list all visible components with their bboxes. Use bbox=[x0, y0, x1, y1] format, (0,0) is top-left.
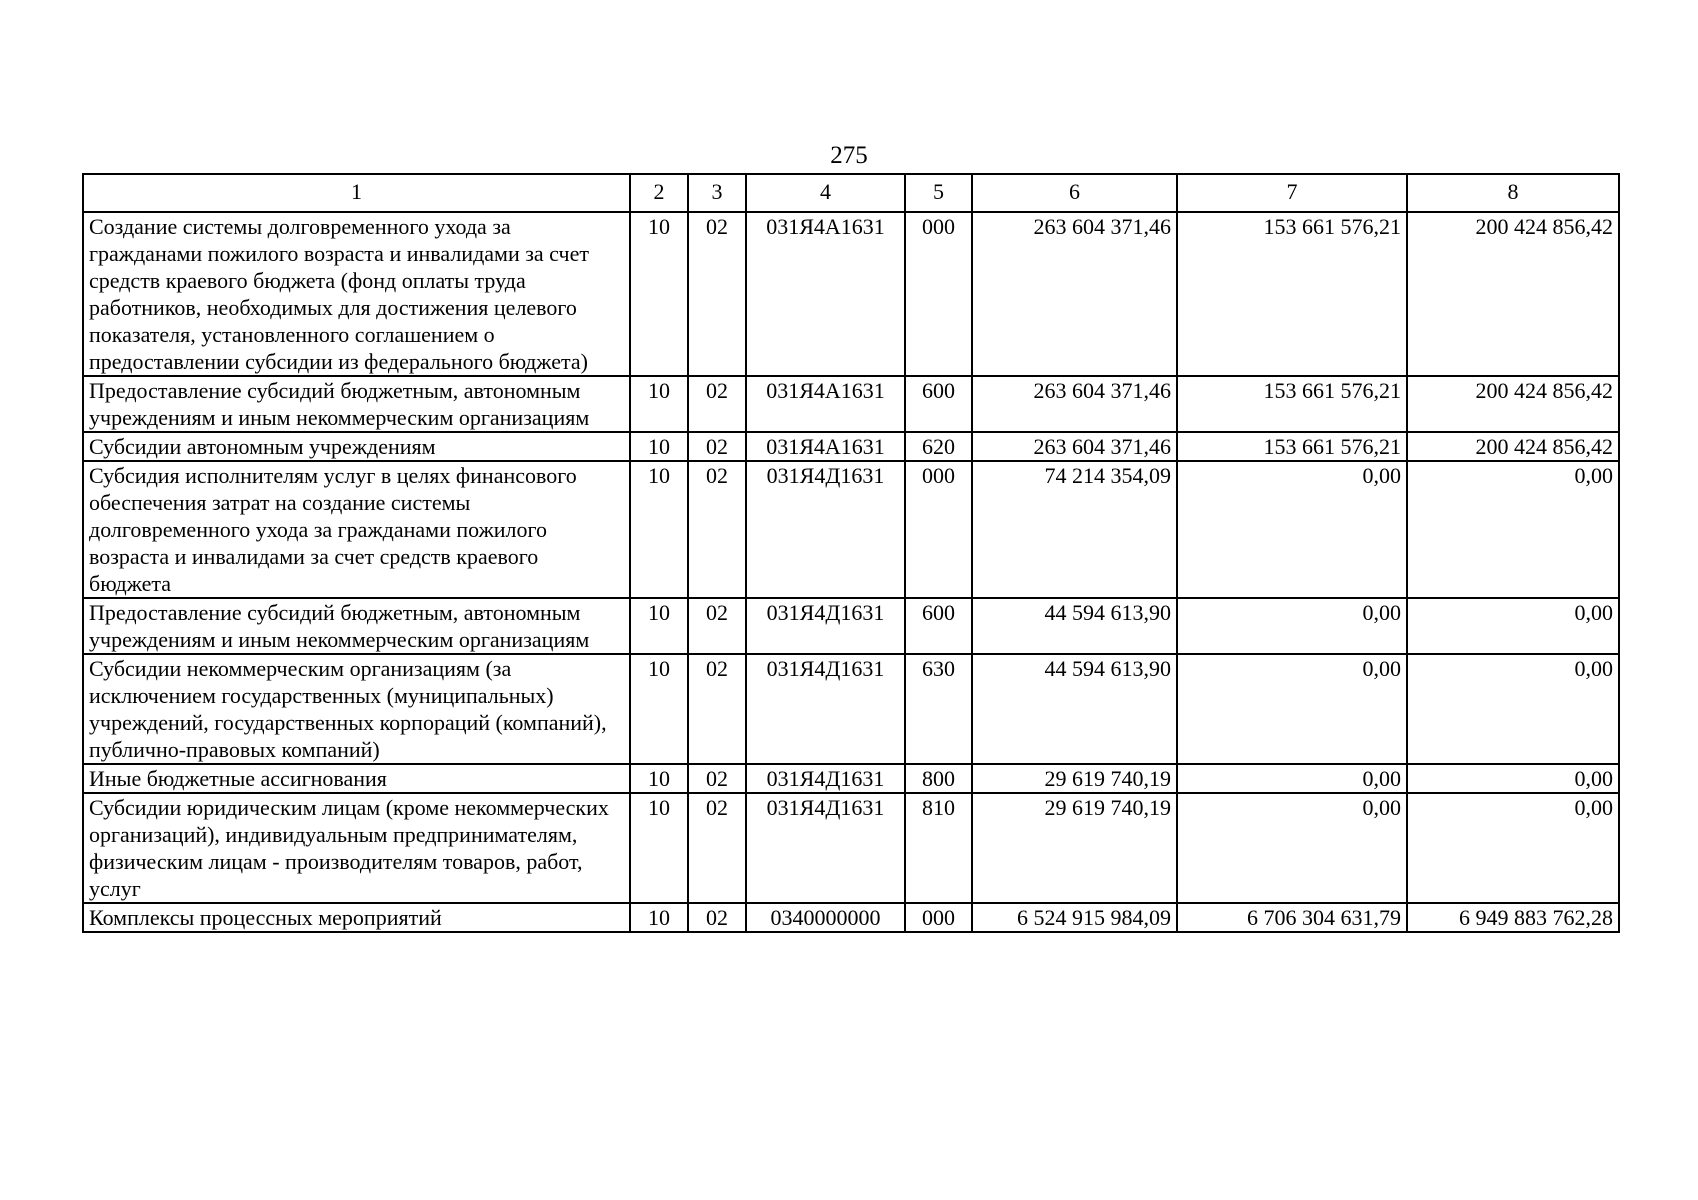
expense-type-cell: 600 bbox=[905, 376, 972, 432]
amount-col8-cell: 0,00 bbox=[1407, 654, 1619, 764]
column-header-2: 2 bbox=[630, 174, 688, 212]
table-row bbox=[83, 793, 1619, 903]
amount-col6-cell: 263 604 371,46 bbox=[972, 432, 1177, 461]
target-article-cell: 031Я4А1631 bbox=[746, 432, 905, 461]
target-article-cell: 0340000000 bbox=[746, 903, 905, 932]
expense-type-cell: 810 bbox=[905, 793, 972, 903]
table-row bbox=[83, 212, 1619, 376]
table-body bbox=[83, 174, 1619, 932]
subsection-code-cell: 02 bbox=[688, 432, 746, 461]
amount-col7-cell: 153 661 576,21 bbox=[1177, 212, 1407, 376]
section-code-cell: 10 bbox=[630, 764, 688, 793]
budget-table bbox=[82, 173, 1620, 933]
row-name-cell: Субсидии некоммерческим организациям (за исключением государственных (муниципальных) учреждений, государственных корпораций (компаний), публично-правовых компаний) bbox=[83, 654, 630, 764]
amount-col8-cell: 0,00 bbox=[1407, 461, 1619, 598]
column-header-8: 8 bbox=[1407, 174, 1619, 212]
row-name-cell: Комплексы процессных мероприятий bbox=[83, 903, 630, 932]
page-number: 275 bbox=[830, 142, 868, 169]
expense-type-cell: 000 bbox=[905, 212, 972, 376]
amount-col7-cell: 6 706 304 631,79 bbox=[1177, 903, 1407, 932]
target-article-cell: 031Я4Д1631 bbox=[746, 461, 905, 598]
column-header-6: 6 bbox=[972, 174, 1177, 212]
amount-col8-cell: 6 949 883 762,28 bbox=[1407, 903, 1619, 932]
row-name-cell: Предоставление субсидий бюджетным, автономным учреждениям и иным некоммерческим организациям bbox=[83, 598, 630, 654]
amount-col7-cell: 0,00 bbox=[1177, 793, 1407, 903]
amount-col8-cell: 0,00 bbox=[1407, 598, 1619, 654]
table-row bbox=[83, 764, 1619, 793]
section-code-cell: 10 bbox=[630, 376, 688, 432]
column-header-7: 7 bbox=[1177, 174, 1407, 212]
amount-col8-cell: 200 424 856,42 bbox=[1407, 432, 1619, 461]
column-header-3: 3 bbox=[688, 174, 746, 212]
column-header-5: 5 bbox=[905, 174, 972, 212]
table-row bbox=[83, 432, 1619, 461]
expense-type-cell: 620 bbox=[905, 432, 972, 461]
subsection-code-cell: 02 bbox=[688, 461, 746, 598]
subsection-code-cell: 02 bbox=[688, 212, 746, 376]
table-row bbox=[83, 598, 1619, 654]
amount-col7-cell: 0,00 bbox=[1177, 598, 1407, 654]
amount-col7-cell: 0,00 bbox=[1177, 654, 1407, 764]
amount-col7-cell: 0,00 bbox=[1177, 461, 1407, 598]
section-code-cell: 10 bbox=[630, 598, 688, 654]
amount-col6-cell: 29 619 740,19 bbox=[972, 764, 1177, 793]
amount-col6-cell: 263 604 371,46 bbox=[972, 376, 1177, 432]
row-name-cell: Субсидии автономным учреждениям bbox=[83, 432, 630, 461]
subsection-code-cell: 02 bbox=[688, 793, 746, 903]
target-article-cell: 031Я4А1631 bbox=[746, 212, 905, 376]
target-article-cell: 031Я4Д1631 bbox=[746, 793, 905, 903]
expense-type-cell: 600 bbox=[905, 598, 972, 654]
row-name-cell: Субсидия исполнителям услуг в целях финансового обеспечения затрат на создание системы долговременного ухода за гражданами пожилого возраста и инвалидами за счет средств краевого бюджета bbox=[83, 461, 630, 598]
amount-col8-cell: 0,00 bbox=[1407, 793, 1619, 903]
amount-col6-cell: 6 524 915 984,09 bbox=[972, 903, 1177, 932]
section-code-cell: 10 bbox=[630, 432, 688, 461]
subsection-code-cell: 02 bbox=[688, 903, 746, 932]
expense-type-cell: 800 bbox=[905, 764, 972, 793]
amount-col6-cell: 44 594 613,90 bbox=[972, 654, 1177, 764]
column-header-4: 4 bbox=[746, 174, 905, 212]
amount-col7-cell: 153 661 576,21 bbox=[1177, 376, 1407, 432]
table-header-row bbox=[83, 174, 1619, 212]
amount-col6-cell: 44 594 613,90 bbox=[972, 598, 1177, 654]
expense-type-cell: 630 bbox=[905, 654, 972, 764]
table-row bbox=[83, 461, 1619, 598]
subsection-code-cell: 02 bbox=[688, 764, 746, 793]
row-name-cell: Предоставление субсидий бюджетным, автономным учреждениям и иным некоммерческим организациям bbox=[83, 376, 630, 432]
row-name-cell: Создание системы долговременного ухода за гражданами пожилого возраста и инвалидами за счет средств краевого бюджета (фонд оплаты труда работников, необходимых для достижения целевого показателя, установленного соглашением о предоставлении субсидии из федерального бюджета) bbox=[83, 212, 630, 376]
target-article-cell: 031Я4А1631 bbox=[746, 376, 905, 432]
amount-col7-cell: 0,00 bbox=[1177, 764, 1407, 793]
target-article-cell: 031Я4Д1631 bbox=[746, 764, 905, 793]
column-header-1: 1 bbox=[83, 174, 630, 212]
expense-type-cell: 000 bbox=[905, 903, 972, 932]
section-code-cell: 10 bbox=[630, 654, 688, 764]
table-row bbox=[83, 654, 1619, 764]
amount-col8-cell: 0,00 bbox=[1407, 764, 1619, 793]
amount-col8-cell: 200 424 856,42 bbox=[1407, 376, 1619, 432]
subsection-code-cell: 02 bbox=[688, 598, 746, 654]
table-row bbox=[83, 903, 1619, 932]
amount-col6-cell: 29 619 740,19 bbox=[972, 793, 1177, 903]
amount-col6-cell: 263 604 371,46 bbox=[972, 212, 1177, 376]
subsection-code-cell: 02 bbox=[688, 654, 746, 764]
target-article-cell: 031Я4Д1631 bbox=[746, 654, 905, 764]
subsection-code-cell: 02 bbox=[688, 376, 746, 432]
target-article-cell: 031Я4Д1631 bbox=[746, 598, 905, 654]
row-name-cell: Субсидии юридическим лицам (кроме некоммерческих организаций), индивидуальным предпринимателям, физическим лицам - производителям товаров, работ, услуг bbox=[83, 793, 630, 903]
row-name-cell: Иные бюджетные ассигнования bbox=[83, 764, 630, 793]
section-code-cell: 10 bbox=[630, 461, 688, 598]
amount-col8-cell: 200 424 856,42 bbox=[1407, 212, 1619, 376]
amount-col7-cell: 153 661 576,21 bbox=[1177, 432, 1407, 461]
section-code-cell: 10 bbox=[630, 212, 688, 376]
table-row bbox=[83, 376, 1619, 432]
expense-type-cell: 000 bbox=[905, 461, 972, 598]
section-code-cell: 10 bbox=[630, 793, 688, 903]
amount-col6-cell: 74 214 354,09 bbox=[972, 461, 1177, 598]
section-code-cell: 10 bbox=[630, 903, 688, 932]
